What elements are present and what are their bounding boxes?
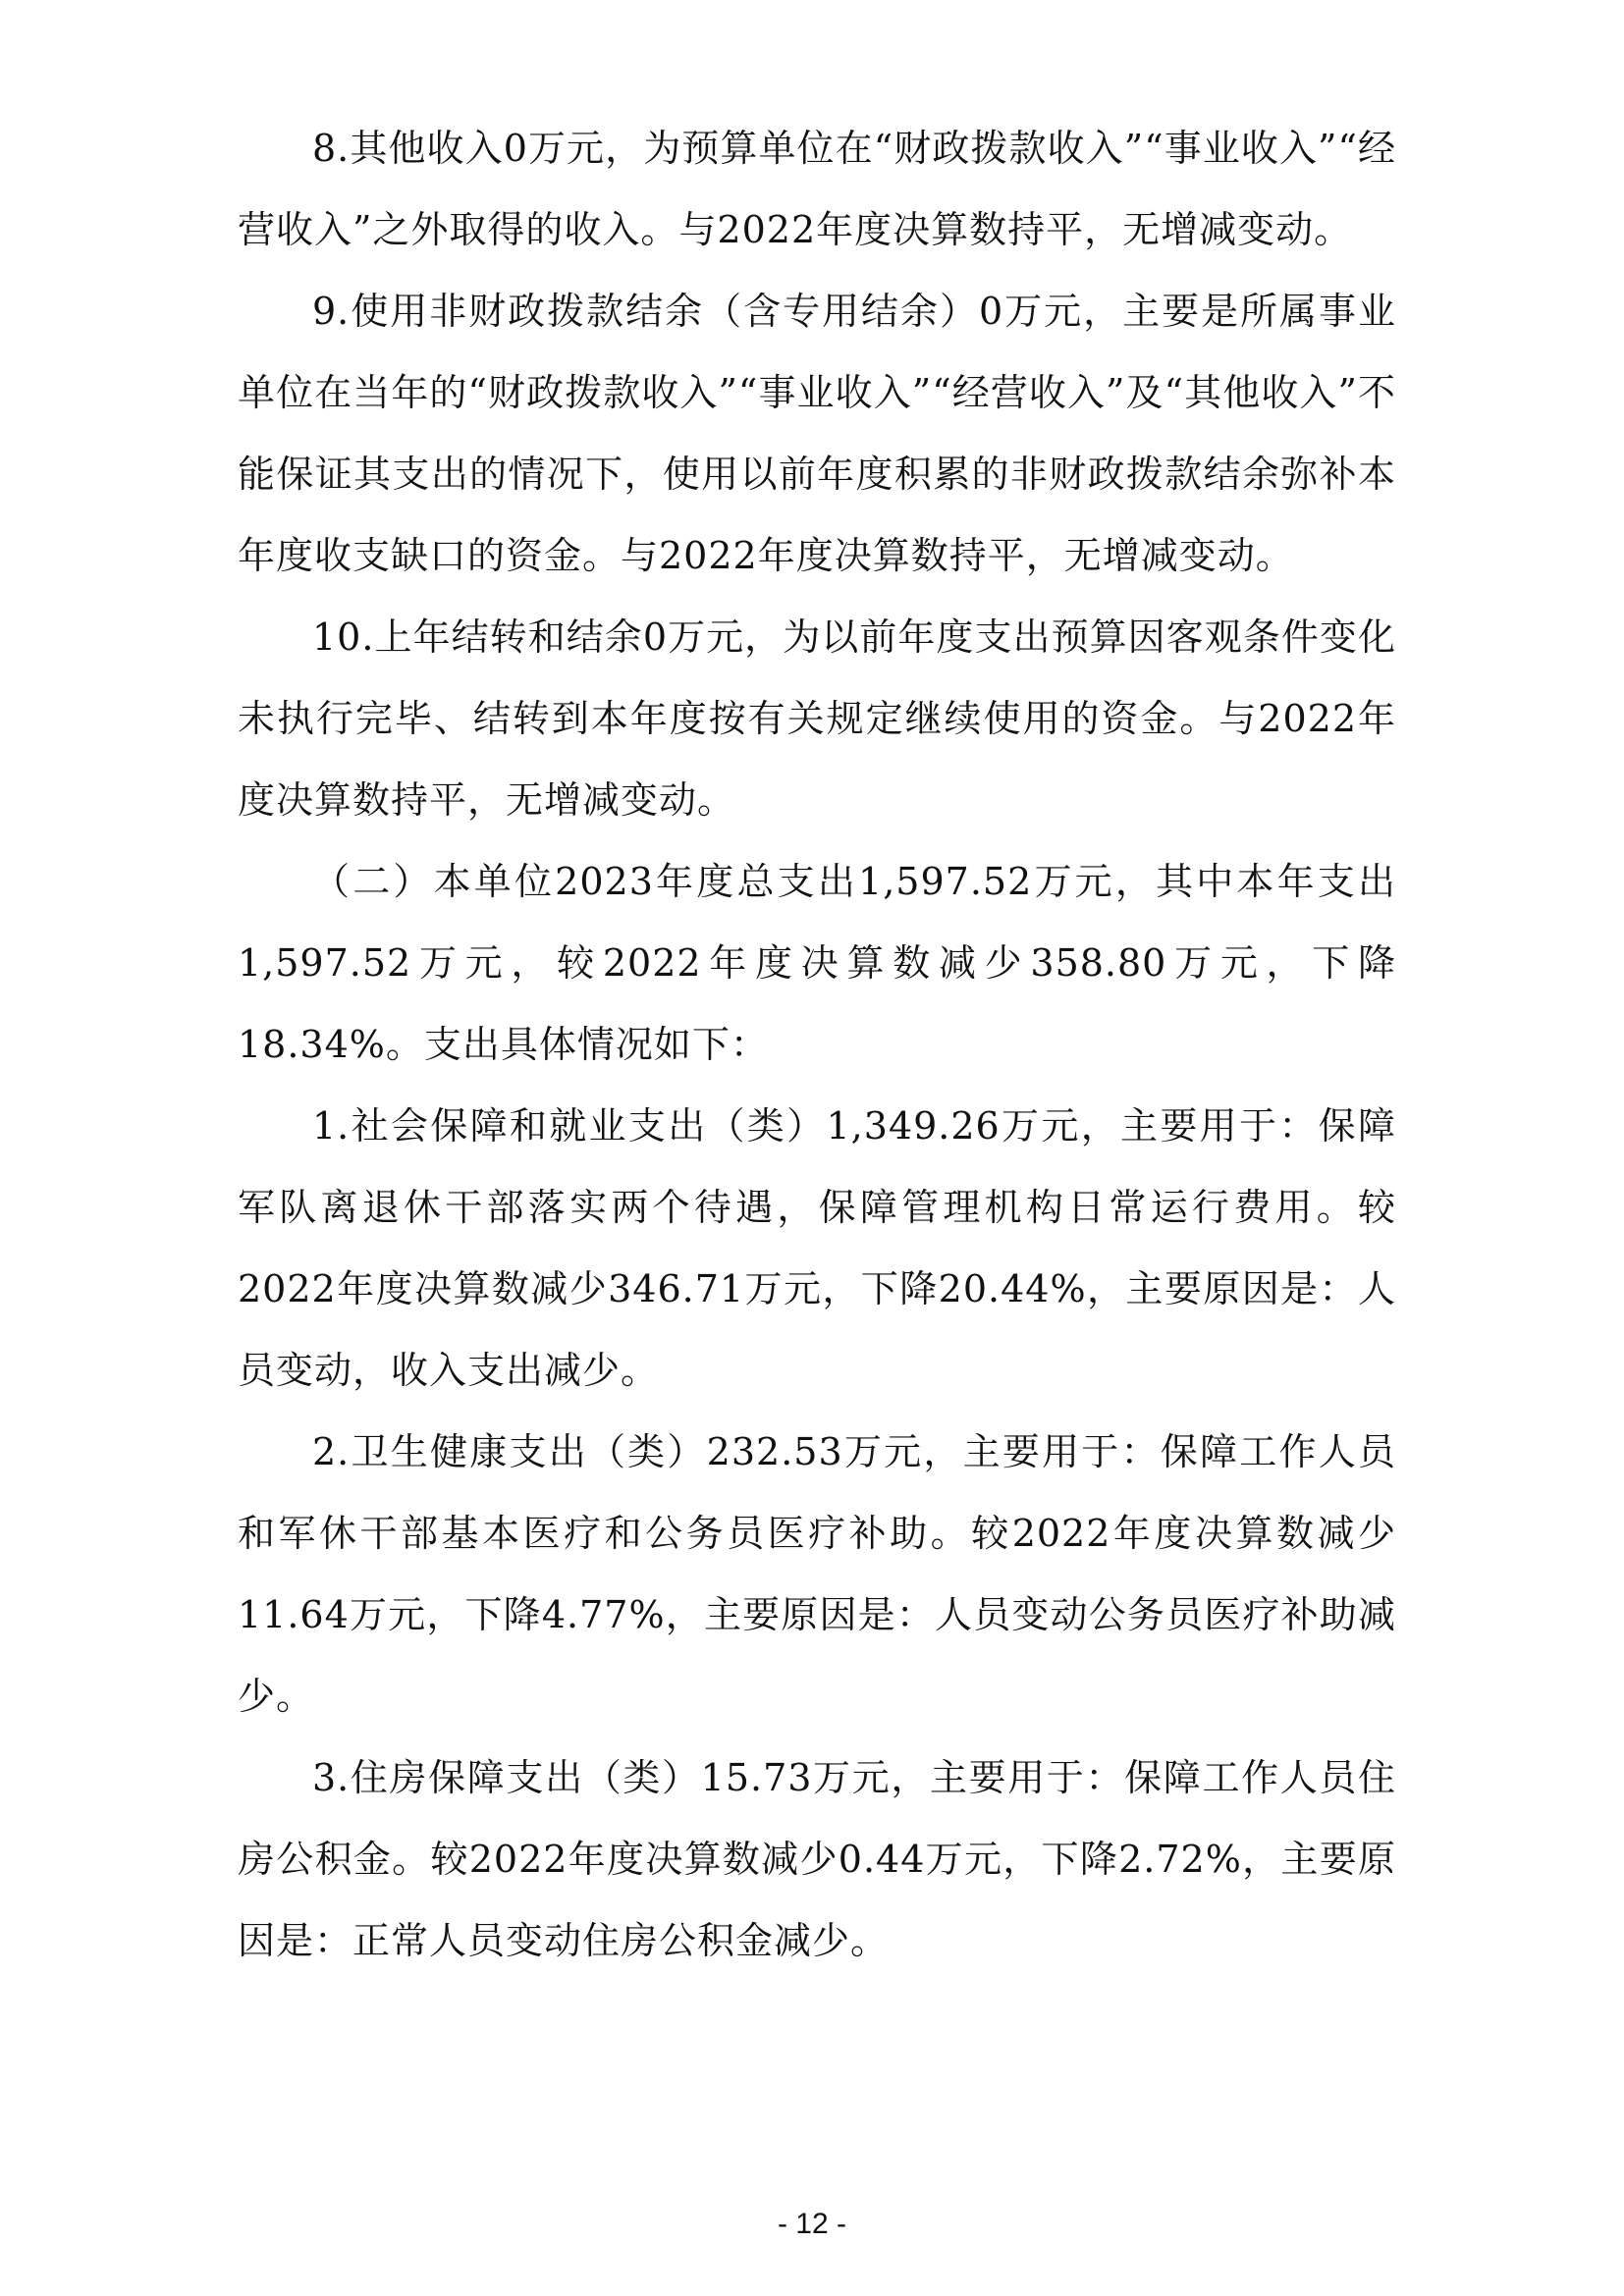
paragraph-total-expenditure: （二）本单位2023年度总支出1,597.52万元，其中本年支出1,597.52万元，较2022年度决算数减少358.80万元，下降18.34%。支出具体情况如下： — [238, 860, 1396, 1066]
paragraph-non-fiscal-balance: 9.使用非财政拨款结余（含专用结余）0万元，主要是所属事业单位在当年的“财政拨款收入”“事业收入”“经营收入”及“其他收入”不能保证其支出的情况下，使用以前年度积累的非财政拨款结余弥补本年度收支缺口的资金。与2022年度决算数持平，无增减变动。 — [238, 290, 1396, 577]
paragraph-housing-expenditure: 3.住房保障支出（类）15.73万元，主要用于：保障工作人员住房公积金。较2022年度决算数减少0.44万元，下降2.72%，主要原因是：正常人员变动住房公积金减少。 — [238, 1756, 1396, 1962]
paragraph-other-income: 8.其他收入0万元，为预算单位在“财政拨款收入”“事业收入”“经营收入”之外取得的收入。与2022年度决算数持平，无增减变动。 — [238, 127, 1396, 251]
document-body — [238, 108, 1396, 1982]
page-number: - 12 - — [777, 2208, 847, 2240]
paragraph-social-security-expenditure: 1.社会保障和就业支出（类）1,349.26万元，主要用于：保障军队离退休干部落实两个待遇，保障管理机构日常运行费用。较2022年度决算数减少346.71万元，下降20.44%，主要原因是：人员变动，收入支出减少。 — [238, 1104, 1396, 1392]
paragraph-health-expenditure: 2.卫生健康支出（类）232.53万元，主要用于：保障工作人员和军休干部基本医疗和公务员医疗补助。较2022年度决算数减少11.64万元，下降4.77%，主要原因是：人员变动公务员医疗补助减少。 — [238, 1430, 1396, 1718]
paragraph-carryover-balance: 10.上年结转和结余0万元，为以前年度支出预算因客观条件变化未执行完毕、结转到本年度按有关规定继续使用的资金。与2022年度决算数持平，无增减变动。 — [238, 615, 1396, 822]
